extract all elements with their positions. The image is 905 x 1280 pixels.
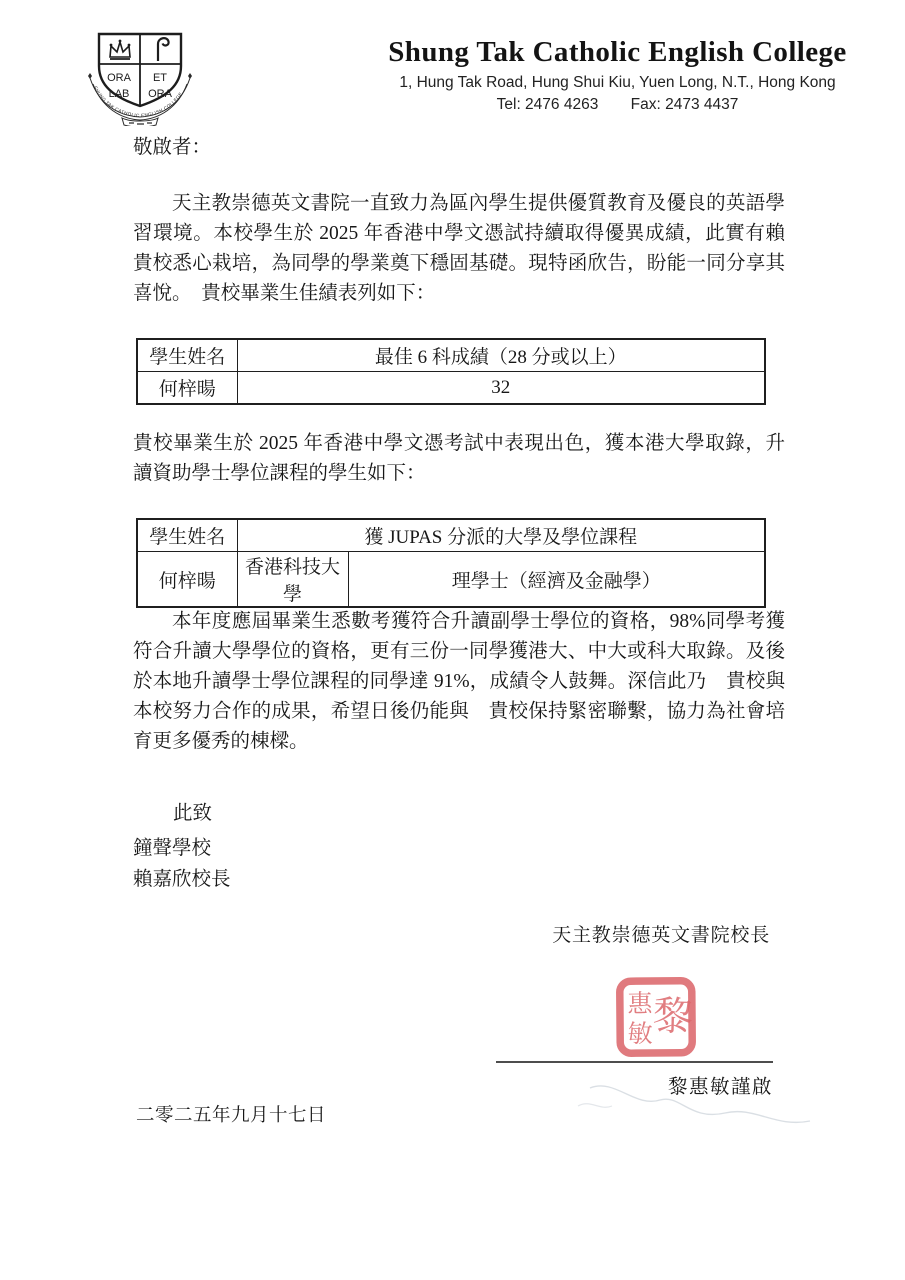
svg-text:SHUNG TAK CATHOLIC ENGLISH COL: SHUNG TAK CATHOLIC ENGLISH COLLEGE	[92, 84, 184, 119]
principal-seal-stamp-icon	[615, 976, 698, 1059]
school-crest-icon	[84, 28, 196, 126]
cell-university: 香港科技大學	[237, 552, 348, 608]
svg-text:敏: 敏	[627, 1021, 653, 1049]
table-header-row	[137, 339, 765, 372]
table-row	[137, 372, 765, 405]
svg-text:ORA: ORA	[107, 72, 131, 84]
paragraph-3: 本年度應屆畢業生悉數考獲符合升讀副學士學位的資格，98%同學考獲符合升讀大學學位的資格，更有三份一同學獲港大、中大或科大取錄。及後於本地升讀學士學位課程的同學達 91%，成績令人鼓舞。深信此乃 貴校與本校努力合作的成果，希望日後仍能與 貴校保持緊密聯繫，協力為社會培育更多優秀的棟樑。	[133, 611, 785, 752]
school-fax: Fax: 2473 4437	[630, 96, 739, 113]
svg-text:ET: ET	[152, 72, 168, 84]
crown-icon	[110, 40, 131, 59]
school-name: Shung Tak Catholic English College	[388, 36, 847, 68]
svg-text:黎: 黎	[652, 993, 694, 1040]
school-tel: Tel: 2476 4263	[496, 96, 599, 113]
school-address: 1, Hung Tak Road, Hung Shui Kiu, Yuen Long, N.T., Hong Kong	[399, 74, 836, 91]
recipient-school: 鐘聲學校	[133, 838, 212, 859]
crozier-icon	[158, 38, 169, 61]
paragraph-2: 貴校畢業生於 2025 年香港中學文憑考試中表現出色，獲本港大學取錄，升讀資助學士學位課程的學生如下：	[133, 433, 785, 484]
cell-student-name: 何梓暘	[137, 372, 237, 405]
results-table-best6	[136, 338, 766, 405]
paragraph-1: 天主教崇德英文書院一直致力為區內學生提供優質教育及優良的英語學習環境。本校學生於 2025 年香港中學文憑試持續取得優異成績，此實有賴 貴校悉心栽培，為同學的學業奠下穩固基礎。現特函欣告，盼能一同分享其喜悅。 貴校畢業生佳績表列如下：	[133, 193, 805, 304]
svg-text:惠: 惠	[627, 991, 653, 1019]
sender-name: 黎惠敏謹啟	[667, 1077, 773, 1098]
cell-student-name: 何梓暘	[137, 552, 237, 608]
signature-line	[496, 1061, 773, 1063]
closing-phrase: 此致	[173, 803, 213, 824]
table-row	[137, 552, 765, 608]
svg-text:LAB: LAB	[108, 88, 130, 100]
svg-text:ORA: ORA	[148, 88, 172, 100]
results-table-jupas	[136, 518, 766, 608]
header-cell-best6-score: 最佳 6 科成績（28 分或以上）	[237, 339, 765, 372]
sender-title: 天主教崇德英文書院校長	[552, 925, 770, 946]
header-cell-jupas: 獲 JUPAS 分派的大學及學位課程	[237, 519, 765, 552]
cell-programme: 理學士（經濟及金融學）	[348, 552, 765, 608]
table-header-row	[137, 519, 765, 552]
school-tel-fax	[330, 96, 905, 114]
cell-score: 32	[237, 372, 765, 405]
recipient-principal: 賴嘉欣校長	[133, 869, 231, 890]
header-cell-student-name: 學生姓名	[137, 339, 237, 372]
letter-date: 二零二五年九月十七日	[136, 1106, 327, 1126]
header-cell-student-name: 學生姓名	[137, 519, 237, 552]
salutation: 敬啟者：	[133, 137, 212, 158]
letterhead	[330, 36, 905, 114]
